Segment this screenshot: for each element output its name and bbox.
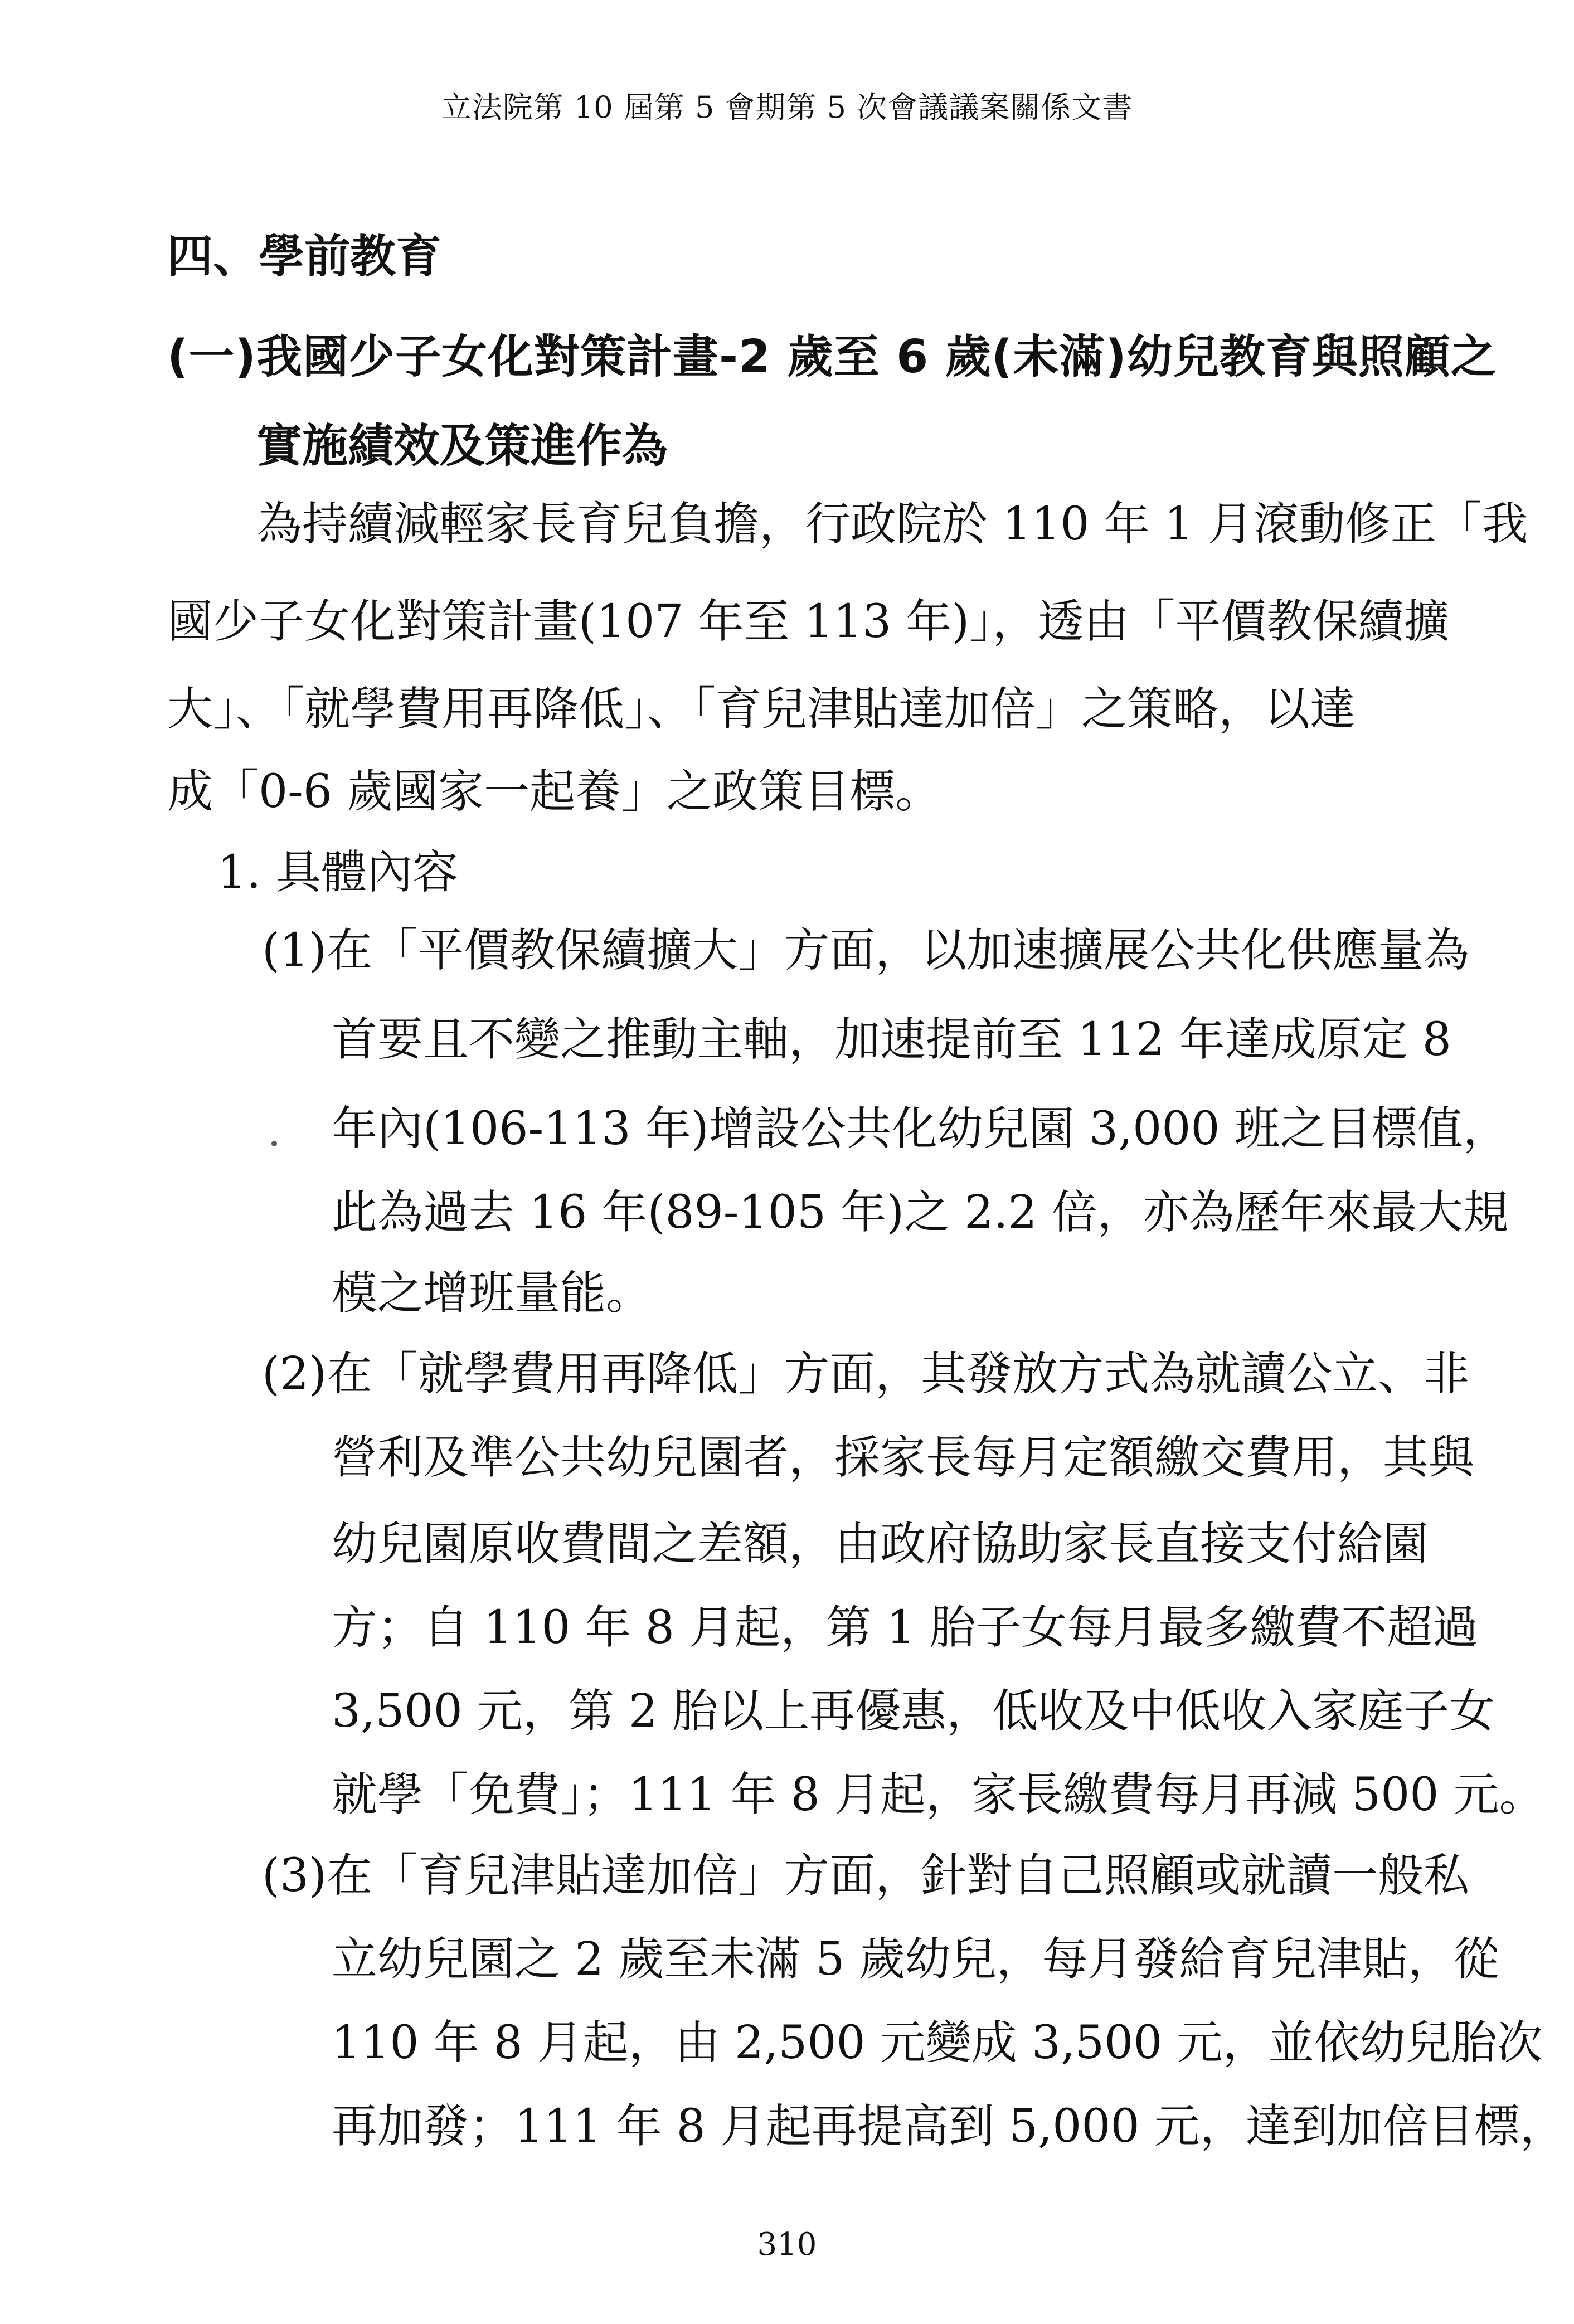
paragraph-3-line-1: (3)在「育兒津貼達加倍」方面，針對自己照顧或就讀一般私 xyxy=(262,1849,1470,1902)
paragraph-1-line-4: 此為過去 16 年(89-105 年)之 2.2 倍，亦為歷年來最大規 xyxy=(332,1186,1509,1239)
paragraph-1-line-3: 年內(106-113 年)增設公共化幼兒園 3,000 班之目標值， xyxy=(332,1102,1509,1155)
subsection-title-line-2: 實施績效及策進作為 xyxy=(256,420,668,473)
document-header: 立法院第 10 屆第 5 會期第 5 次會議議案關係文書 xyxy=(441,90,1133,125)
paragraph-1-line-1: (1)在「平價教保續擴大」方面，以加速擴展公共化供應量為 xyxy=(262,924,1470,977)
paragraph-1-line-2: 首要且不變之推動主軸，加速提前至 112 年達成原定 8 xyxy=(332,1013,1451,1066)
section-title: 四、學前教育 xyxy=(167,230,442,283)
paragraph-2-line-4: 方；自 110 年 8 月起，第 1 胎子女每月最多繳費不超過 xyxy=(332,1601,1479,1654)
paragraph-1-line-5: 模之增班量能。 xyxy=(332,1267,652,1320)
intro-line-4: 成「0-6 歲國家一起養」之政策目標。 xyxy=(167,765,941,818)
paragraph-3-line-3: 110 年 8 月起，由 2,500 元變成 3,500 元，並依幼兒胎次 xyxy=(332,2016,1543,2069)
paragraph-2-line-6: 就學「免費」；111 年 8 月起，家長繳費每月再減 500 元。 xyxy=(332,1768,1545,1821)
intro-line-3: 大」、「就學費用再降低」、「育兒津貼達加倍」之策略，以達 xyxy=(167,683,1356,736)
paragraph-2-line-3: 幼兒園原收費間之差額，由政府協助家長直接支付給園 xyxy=(332,1518,1429,1571)
scan-speck xyxy=(271,1141,277,1146)
paragraph-3-line-4: 再加發；111 年 8 月起再提高到 5,000 元，達到加倍目標， xyxy=(332,2100,1566,2153)
intro-line-1: 為持續減輕家長育兒負擔，行政院於 110 年 1 月滾動修正「我 xyxy=(256,498,1528,551)
paragraph-2-line-2: 營利及準公共幼兒園者，採家長每月定額繳交費用，其與 xyxy=(332,1431,1475,1484)
paragraph-2-line-5: 3,500 元，第 2 胎以上再優惠，低收及中低收入家庭子女 xyxy=(332,1685,1495,1738)
item-1-title: 1. 具體內容 xyxy=(217,846,459,899)
intro-line-2: 國少子女化對策計畫(107 年至 113 年)」，透由「平價教保續擴 xyxy=(167,595,1450,648)
page-number: 310 xyxy=(757,2226,817,2263)
subsection-title-line-1: (一)我國少子女化對策計畫-2 歲至 6 歲(未滿)幼兒教育與照顧之 xyxy=(167,330,1497,383)
paragraph-2-line-1: (2)在「就學費用再降低」方面，其發放方式為就讀公立、非 xyxy=(262,1348,1470,1401)
paragraph-3-line-2: 立幼兒園之 2 歲至未滿 5 歲幼兒，每月發給育兒津貼，從 xyxy=(332,1933,1499,1986)
